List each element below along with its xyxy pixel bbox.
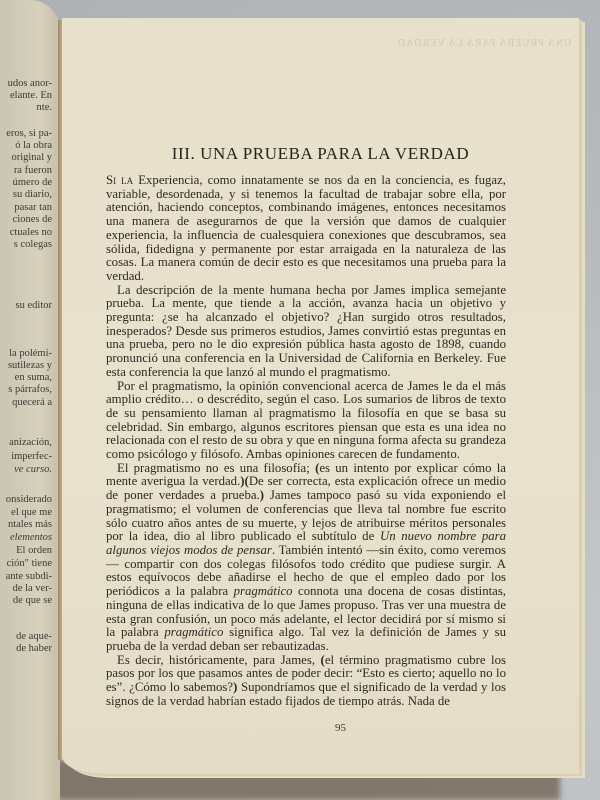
pen-mark: )( bbox=[240, 474, 249, 489]
italic-text: pragmático bbox=[164, 625, 224, 640]
paragraph-text: Experiencia, como innatamente se nos da en la conciencia, es fugaz, variable, desordenada, y si tenemos la facultad de trabajar sobre ella, por atención, haciendo conceptos, combinando imágenes, entonces necesitamos una manera de asegurarnos de que la versión que damos de cualquier experiencia, la influencia de cualesquiera conexiones que descubramos, sea sólida, fidedigna y permanente por estar arraigada en la naturaleza de las cosas. La manera común de decir esto es que necesitamos una prueba para la verdad. bbox=[106, 173, 506, 283]
text-run: significa algo. Tal vez la definición de James y su prueba de la verdad deban ser rebautizadas. bbox=[106, 625, 506, 653]
left-page-text-fragment: ción" tiene bbox=[6, 558, 52, 569]
paragraph-1 bbox=[106, 174, 506, 284]
left-page-text-fragment: imperfec- bbox=[11, 451, 52, 462]
left-page-text-fragment: s colegas bbox=[13, 239, 52, 250]
left-page-text-fragment: ra fueron bbox=[13, 165, 52, 176]
left-page-text-fragment: original y bbox=[11, 152, 52, 163]
paragraph-4 bbox=[106, 462, 506, 654]
left-page-text-fragment: su diario, bbox=[12, 189, 52, 200]
text-run: Es decir, históricamente, para James, bbox=[117, 652, 321, 667]
left-page-text-fragment: el que me bbox=[11, 507, 52, 518]
text-run: Supondríamos que el significado de la verdad y los signos de la verdad habrían estado fijados de tiempo atrás. Nada de bbox=[106, 680, 506, 708]
pen-mark: ) bbox=[259, 488, 264, 503]
left-page-text-fragment: ó la obra bbox=[15, 140, 52, 151]
left-page-text-fragment: s párrafos, bbox=[8, 384, 52, 395]
left-page-text-fragment: úmero de bbox=[12, 177, 52, 188]
text-run: James tampoco pasó su vida exponiendo el pragmatismo; el volumen de conferencias que lleva tal nombre fue escrito sólo cuatro años antes de su muerte, y lejos de atribuirse méritos personales por la idea, dio al libro publicado el subtítulo de bbox=[106, 488, 506, 544]
pen-mark: ) bbox=[233, 680, 238, 695]
left-page-text-fragment: ve curso. bbox=[14, 464, 52, 475]
show-through-running-head: UNA PRUEBA PARA LA VERDAD bbox=[397, 38, 572, 49]
left-page-text-fragment: ciones de bbox=[12, 214, 52, 225]
left-page-text-fragment: elementos bbox=[10, 532, 52, 543]
left-page-text-fragment: El orden bbox=[16, 545, 52, 556]
text-run: es un intento por explicar cómo la mente averigua la verdad. bbox=[106, 460, 506, 489]
body-text bbox=[106, 174, 506, 708]
left-page-text-fragment: ntales más bbox=[7, 519, 52, 530]
left-page-text-fragment: su editor bbox=[15, 300, 52, 311]
left-page-text-fragment: pasar tan bbox=[14, 202, 52, 213]
text-run: connota una docena de cosas distintas, ninguna de ellas indicativa de lo que James propuso. Tras ver una muestra de esta gran confusión, un poco más adelante, el lector decidirá por sí mismo si la palabra bbox=[106, 584, 507, 640]
left-page-text-fragment: sutilezas y bbox=[7, 360, 52, 371]
pen-mark: ( bbox=[315, 460, 320, 475]
text-run: De ser correcta, esta explicación ofrece un medio de poner verdades a prueba. bbox=[106, 474, 506, 503]
left-page-text-fragment: de la ver- bbox=[12, 583, 52, 594]
left-page-text-fragment: en suma, bbox=[14, 372, 52, 383]
italic-text: pragmático bbox=[233, 584, 293, 599]
left-page-text-fragment: nte. bbox=[36, 102, 52, 113]
text-run: . También intentó —sin éxito, como veremos— compartir con dos colegas filósofos todo crédito que pudiese surgir. A estos equívocos debe añadirse el hecho de que el empleo dado por los periódicos a la palabra bbox=[106, 542, 507, 599]
left-page-text-fragment: elante. En bbox=[10, 90, 52, 101]
left-page-text-fragment: de aque- bbox=[16, 631, 52, 642]
left-page-text-fragment: la polémi- bbox=[9, 348, 52, 359]
left-page-text-fragment: eros, si pa- bbox=[6, 128, 52, 139]
chapter-title: III. UNA PRUEBA PARA LA VERDAD bbox=[171, 144, 470, 163]
left-page-text-fragment: de que se bbox=[12, 595, 52, 606]
left-page-text-fragment: de haber bbox=[16, 643, 52, 654]
left-page-text-fragment: anización, bbox=[9, 437, 52, 448]
text-run: el término pragmatismo cubre los pasos por los que pasamos antes de poder decir: “Esto es cierto; aquello no lo es”. ¿Cómo lo sabemos? bbox=[106, 652, 506, 695]
paragraph-3: Por el pragmatismo, la opinión convencional acerca de James le da el más amplio crédito… o descrédito, según el caso. Los sumarios de libros de texto de su pensamiento llaman al pragmatismo la filosofía en que se basa su celebridad. Sin embargo, algunos escritores piensan que esta es una idea no relacionada con el resto de su obra y que en ninguna forma afecta su grandeza como psicólogo y filósofo. Ambas opiniones carecen de fundamento. bbox=[106, 378, 506, 462]
paragraph-5 bbox=[106, 654, 506, 709]
left-page-text-fragment: quecerá a bbox=[12, 397, 52, 408]
page-number: 95 bbox=[335, 722, 346, 734]
text-run: El pragmatismo no es una filosofía; bbox=[117, 460, 316, 475]
italic-text: Un nuevo nombre para algunos viejos modos de pensar bbox=[106, 529, 506, 557]
left-page-text-fragment: onsiderado bbox=[5, 494, 52, 505]
left-page bbox=[0, 0, 60, 800]
left-page-text-fragment: udos anor- bbox=[7, 78, 52, 89]
left-page-text-fragment: ante subdi- bbox=[5, 571, 52, 582]
paragraph-2: La descripción de la mente humana hecha por James implica semejante prueba. La mente, que tiende a la acción, avanza hacia un objetivo y pregunta: ¿se ha alcanzado el objetivo? ¿Han surgido otros resultados, inesperados? Desde sus primeros estudios, James convirtió estas preguntas en una prueba, pero no le dio expresión pública hasta agosto de 1898, cuando pronunció una conferencia en la Universidad de California en Berkeley. Fue esta conferencia la que lanzó al mundo el pragmatismo. bbox=[106, 282, 506, 379]
lead-small-caps: Si la bbox=[106, 173, 134, 187]
left-page-text-fragment: ctuales no bbox=[9, 227, 52, 238]
pen-mark: ( bbox=[320, 652, 325, 667]
